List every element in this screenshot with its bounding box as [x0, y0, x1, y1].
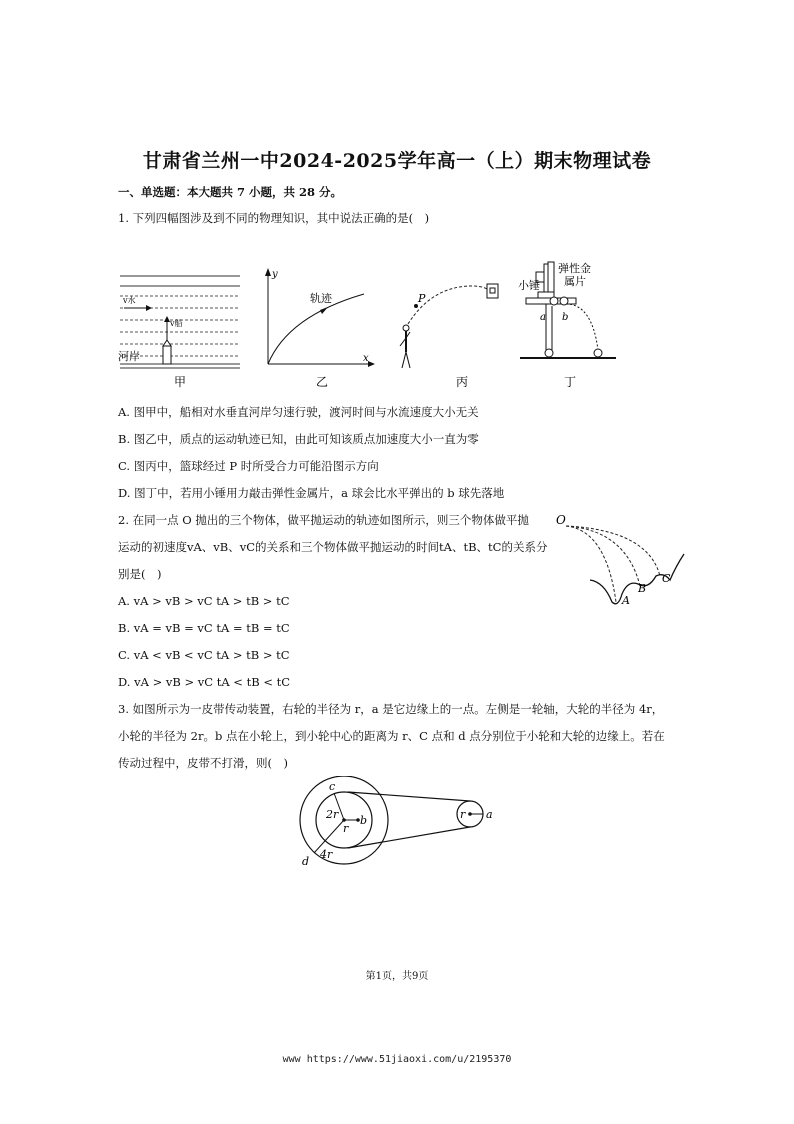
q3-stem-line3: 传动过程中，皮带不打滑，则( ) — [118, 756, 288, 770]
point-c-label: C — [662, 572, 671, 585]
q2-option-b: B. vA = vB = vC tA = tB = tC — [118, 621, 290, 635]
radius-2r-label: 2r — [326, 808, 339, 821]
q2-stem-line2: 运动的初速度vA、vB、vC的关系和三个物体做平抛运动的时间tA、tB、tC的关系分 — [118, 540, 548, 554]
point-b-label: b — [360, 814, 368, 827]
elastic-sheet-label-2: 属片 — [564, 275, 586, 288]
page-title: 甘肃省兰州一中2024-2025学年高一（上）期末物理试卷 — [142, 150, 652, 172]
q1-option-d: D. 图丁中，若用小锤用力敲击弹性金属片，a 球会比水平弹出的 b 球先落地 — [118, 486, 505, 500]
x-axis-label: x — [363, 353, 369, 364]
radius-r-right-label: r — [460, 808, 466, 821]
hammer-label: 小锤 — [518, 279, 540, 292]
q3-stem-line1: 3. 如图所示为一皮带传动装置，右轮的半径为 r，a 是它边缘上的一点。左侧是一轮轴，大轮的半径为 4r， — [118, 702, 664, 716]
q1-stem: 1. 下列四幅图涉及到不同的物理知识，其中说法正确的是( ) — [118, 211, 430, 225]
caption-yi: 乙 — [316, 375, 329, 389]
figure-yi — [258, 266, 378, 394]
caption-jia: 甲 — [174, 375, 187, 389]
point-a-label: a — [486, 808, 493, 821]
radius-r-label: r — [343, 822, 349, 835]
q2-option-a: A. vA > vB > vC tA > tB > tC — [118, 594, 290, 608]
q2-option-d: D. vA > vB > vC tA < tB < tC — [118, 675, 291, 689]
point-p-label: P — [418, 292, 426, 305]
q2-option-c: C. vA < vB < vC tA > tB > tC — [118, 648, 290, 662]
trajectory-label: 轨迹 — [310, 292, 332, 305]
point-d-label: d — [302, 855, 310, 868]
figure-bing — [392, 266, 512, 394]
q2-stem-line1: 2. 在同一点 O 抛出的三个物体，做平抛运动的轨迹如图所示，则三个物体做平抛 — [118, 513, 529, 527]
q3-stem-line2: 小轮的半径为 2r。b 点在小轮上，到小轮中心的距离为 r、C 点和 d 点分别位于小轮和大轮的边缘上。若在 — [118, 729, 665, 743]
q2-stem-line3: 别是( ) — [118, 567, 162, 581]
section-heading: 一、单选题：本大题共 7 小题，共 28 分。 — [118, 185, 343, 199]
figure-q3-belt — [296, 776, 506, 874]
y-axis-label: y — [272, 269, 278, 280]
q1-option-a: A. 图甲中，船相对水垂直河岸匀速行驶，渡河时间与水流速度大小无关 — [118, 405, 479, 419]
q1-option-c: C. 图丙中，篮球经过 P 时所受合力可能沿图示方向 — [118, 459, 379, 473]
point-a-label: A — [622, 594, 630, 607]
radius-4r-label: 4r — [320, 848, 333, 861]
q1-option-b: B. 图乙中，质点的运动轨迹已知，由此可知该质点加速度大小一直为零 — [118, 432, 479, 446]
caption-ding: 丁 — [564, 375, 577, 389]
river-bank-label: 河岸 — [118, 350, 140, 363]
figure-q2 — [552, 510, 692, 614]
watermark-url: www https://www.51jiaoxi.com/u/2195370 — [282, 1054, 512, 1065]
vs-label: v水 — [123, 296, 136, 305]
ball-b-label: b — [562, 312, 569, 323]
figure-ding — [516, 258, 626, 394]
point-b-label: B — [638, 582, 647, 595]
elastic-sheet-label-1: 弹性金 — [558, 262, 591, 275]
ball-a-label: a — [540, 312, 546, 323]
figure-jia — [116, 268, 244, 394]
vc-label: v船 — [170, 319, 183, 328]
origin-o-label: O — [556, 513, 566, 527]
point-c-label: c — [329, 780, 336, 793]
page-footer: 第1页，共9页 — [365, 971, 429, 982]
caption-bing: 丙 — [456, 375, 469, 389]
